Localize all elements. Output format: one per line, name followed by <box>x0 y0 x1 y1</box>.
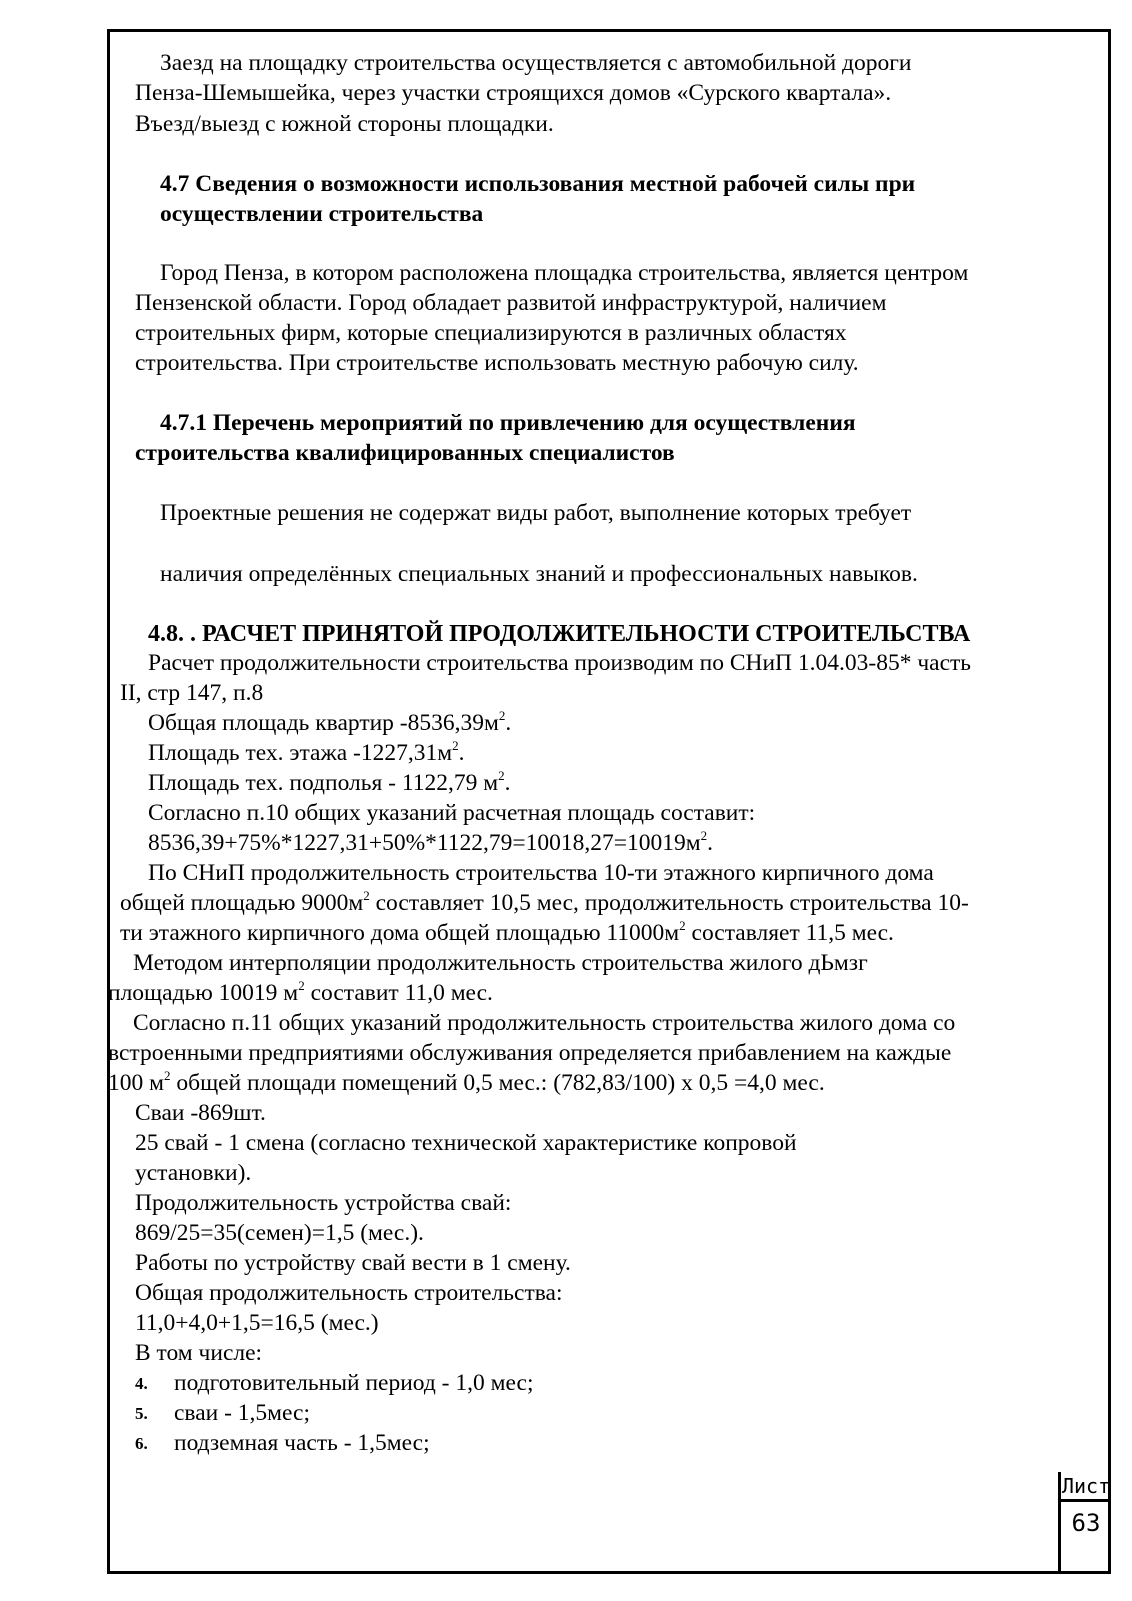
calc-line-a2: II, стр 147, п.8 <box>120 680 264 706</box>
calc-line-c1: Согласно п.10 общих указаний расчетная площадь составит: <box>148 800 756 826</box>
sheet-label: Лист <box>1061 1472 1111 1502</box>
list-item: сваи - 1,5мес; <box>174 1400 311 1426</box>
piles-count: Сваи -869шт. <box>135 1100 266 1126</box>
calc-line-e2: площадью 10019 $м^2$ составит 11,0 мес. <box>108 978 493 1006</box>
piles-per-shift-cont: установки). <box>135 1160 252 1186</box>
section-4-7-1-heading-line-1: 4.7.1 Перечень мероприятий по привлечению для осуществления <box>160 410 856 436</box>
section-4-7-para-line-4: строительства. При строительстве использовать местную рабочую силу. <box>135 350 859 376</box>
section-4-7-para-line-1: Город Пенза, в котором расположена площадка строительства, является центром <box>160 260 969 286</box>
including-label: В том числе: <box>135 1340 263 1366</box>
tech-underground-area: Площадь тех. подполья - 1122,79 $м^2$. <box>148 768 511 796</box>
piles-shift-note: Работы по устройству свай вести в 1 смену. <box>135 1250 571 1276</box>
apartments-area: Общая площадь квартир $-8536,39м^2$. <box>148 708 512 736</box>
intro-line-1: Заезд на площадку строительства осуществляется с автомобильной дороги <box>160 50 912 76</box>
total-duration-formula: 11,0+4,0+1,5=16,5 (мес.) <box>135 1310 379 1336</box>
calc-line-f1: Согласно п.11 общих указаний продолжительность строительства жилого дома со <box>133 1010 956 1036</box>
section-4-8-heading: 4.8. . РАСЧЕТ ПРИНЯТОЙ ПРОДОЛЖИТЕЛЬНОСТИ СТРОИТЕЛЬСТВА <box>148 621 971 647</box>
calc-line-f3: 100 $м^2$ общей площади помещений 0,5 мес.: (782,83/100) х 0,5 =4,0 мес. <box>108 1068 825 1096</box>
piles-duration-formula: 869/25=35(семен)=1,5 (мес.). <box>135 1220 424 1246</box>
section-4-7-1-para-line-2: наличия определённых специальных знаний и профессиональных навыков. <box>160 561 918 587</box>
intro-line-3: Въезд/выезд с южной стороны площадки. <box>135 111 554 137</box>
calc-line-e1: Методом интерполяции продолжительность строительства жилого дЬмзг <box>133 950 868 976</box>
section-4-7-heading-line-1: 4.7 Сведения о возможности использования местной рабочей силы при <box>160 171 916 197</box>
sheet-number: 63 <box>1071 1509 1101 1537</box>
sheet-stamp <box>1058 1472 1111 1574</box>
piles-per-shift: 25 свай - 1 смена (согласно технической характеристике копровой <box>135 1130 797 1156</box>
list-item-number: 6. <box>135 1434 148 1453</box>
section-4-7-heading-line-2: осуществлении строительства <box>160 201 484 227</box>
list-item-number: 4. <box>135 1374 148 1393</box>
list-item-number: 5. <box>135 1404 148 1423</box>
list-item: подземная часть - 1,5мес; <box>174 1430 430 1456</box>
list-item: подготовительный период - 1,0 мес; <box>174 1370 534 1396</box>
piles-duration-label: Продолжительность устройства свай: <box>135 1190 512 1216</box>
tech-floor-area: Площадь тех. этажа $-1227,31м^2$. <box>148 738 465 766</box>
calc-line-d3: ти этажного кирпичного дома общей площадью $11000м^2$ составляет 11,5 мес. <box>120 918 894 946</box>
section-4-7-para-line-3: строительных фирм, которые специализируются в различных областях <box>135 320 847 346</box>
total-duration-label: Общая продолжительность строительства: <box>135 1280 563 1306</box>
calc-formula-area: $8536,39+75\%*1227,31+50\%*1122,79=10018,27=10019м^2$. <box>148 828 714 856</box>
calc-line-d2: общей площадью $9000м^2$ составляет 10,5 мес, продолжительность строительства 10- <box>120 888 969 916</box>
section-4-7-1-heading-line-2: строительства квалифицированных специалистов <box>135 440 675 466</box>
section-4-7-para-line-2: Пензенской области. Город обладает развитой инфраструктурой, наличием <box>135 290 887 316</box>
calc-line-f2: встроенными предприятиями обслуживания определяется прибавлением на каждые <box>108 1040 952 1066</box>
calc-line-a1: Расчет продолжительности строительства производим по СНиП 1.04.03-85* часть <box>148 650 972 676</box>
section-4-7-1-para-line-1: Проектные решения не содержат виды работ, выполнение которых требует <box>160 500 912 526</box>
intro-line-2: Пенза-Шемышейка, через участки строящихся домов «Сурского квартала». <box>135 80 892 106</box>
calc-line-d1: По СНиП продолжительность строительства 10-ти этажного кирпичного дома <box>148 860 934 886</box>
